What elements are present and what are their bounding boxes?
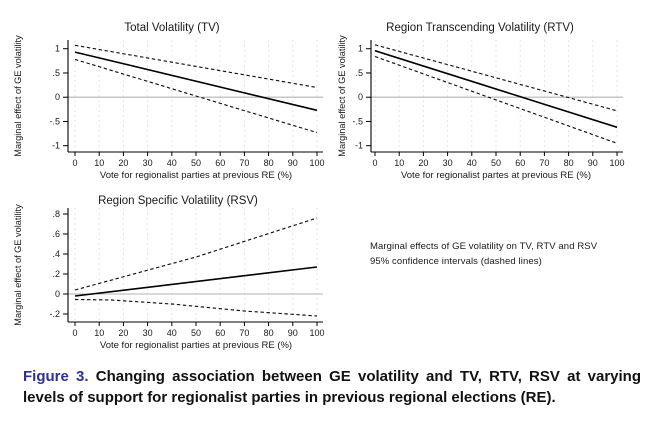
x-tick-label: 0: [72, 328, 78, 338]
y-tick-label: 0: [357, 92, 363, 103]
y-tick-label: .6: [52, 229, 60, 239]
note-line-1: Marginal effects of GE volatility on TV, RTV and RSV: [370, 241, 598, 252]
y-tick-label: 1: [54, 43, 60, 54]
panel-title: Region Specific Volatility (RSV): [98, 195, 258, 207]
x-tick-label: 40: [466, 158, 477, 168]
x-tick-label: 50: [490, 158, 502, 168]
x-tick-label: 40: [166, 158, 177, 168]
y-tick-label: .2: [52, 269, 60, 279]
y-tick-label: 0: [54, 92, 60, 103]
x-tick-label: 60: [215, 158, 226, 168]
x-tick-label: 50: [190, 328, 202, 338]
x-tick-label: 100: [309, 328, 325, 338]
figure-note: [370, 239, 597, 269]
y-tick-label: -1: [51, 140, 60, 151]
y-tick-label: .8: [52, 209, 60, 219]
y-tick-label: .5: [52, 67, 60, 78]
y-tick-label: .5: [355, 67, 363, 78]
caption-line-1-text: Changing association between GE volatility and TV, RTV, RSV at varying: [95, 368, 642, 385]
x-tick-label: 30: [142, 328, 153, 338]
x-axis-label: Vote for regionalist parties at previous RE (%): [99, 340, 293, 351]
caption-line-2: levels of support for regionalist parties in previous regional elections (RE).: [23, 389, 556, 406]
x-tick-label: 10: [94, 158, 105, 168]
x-tick-label: 0: [72, 158, 78, 168]
x-tick-label: 90: [587, 158, 598, 168]
caption-figure-label: Figure 3.: [23, 368, 89, 385]
y-tick-label: 1: [357, 43, 363, 54]
x-tick-label: 80: [263, 328, 274, 338]
x-tick-label: 90: [287, 158, 298, 168]
x-tick-label: 100: [309, 158, 325, 168]
x-tick-label: 20: [418, 158, 429, 168]
x-tick-label: 50: [190, 158, 202, 168]
x-tick-label: 10: [94, 328, 105, 338]
x-tick-label: 70: [239, 328, 250, 338]
x-tick-label: 0: [372, 158, 378, 168]
chart-panel-2: [13, 195, 325, 351]
x-tick-label: 90: [287, 328, 298, 338]
x-tick-label: 80: [563, 158, 574, 168]
caption-line-1: [23, 366, 641, 387]
panel-title: Region Transcending Volatility (RTV): [386, 22, 574, 34]
x-tick-label: 70: [539, 158, 550, 168]
x-tick-label: 60: [215, 328, 226, 338]
x-tick-label: 10: [394, 158, 405, 168]
x-axis-label: Vote for regionalist parties at previous RE (%): [99, 170, 293, 181]
y-axis-label: Marginal effect of GE volatility: [337, 35, 347, 157]
y-tick-label: -.5: [352, 116, 363, 127]
y-tick-label: -1: [354, 140, 363, 151]
y-tick-label: .4: [52, 249, 60, 259]
x-tick-label: 20: [118, 328, 129, 338]
x-tick-label: 20: [118, 158, 129, 168]
note-line-2: 95% confidence intervals (dashed lines): [370, 256, 542, 267]
x-tick-label: 100: [609, 158, 625, 168]
x-tick-label: 80: [263, 158, 274, 168]
y-tick-label: -.5: [49, 116, 60, 127]
x-axis-label: Vote for regionalist partes at previous RE (%): [400, 170, 592, 181]
x-tick-label: 30: [442, 158, 453, 168]
x-tick-label: 40: [166, 328, 177, 338]
x-tick-label: 60: [515, 158, 526, 168]
y-tick-label: -.2: [49, 309, 60, 319]
y-axis-label: Marginal effect of GE volatility: [13, 35, 23, 157]
panel-title: Total Volatility (TV): [124, 22, 220, 34]
y-tick-label: 0: [54, 289, 60, 299]
chart-panel-0: [13, 22, 325, 181]
y-axis-label: Marginal effect of GE volatility: [13, 204, 23, 326]
chart-panel-1: [337, 22, 625, 181]
series-line-marginal-effect: [75, 267, 317, 296]
figure-caption: [23, 366, 641, 408]
x-tick-label: 30: [142, 158, 153, 168]
x-tick-label: 70: [239, 158, 250, 168]
